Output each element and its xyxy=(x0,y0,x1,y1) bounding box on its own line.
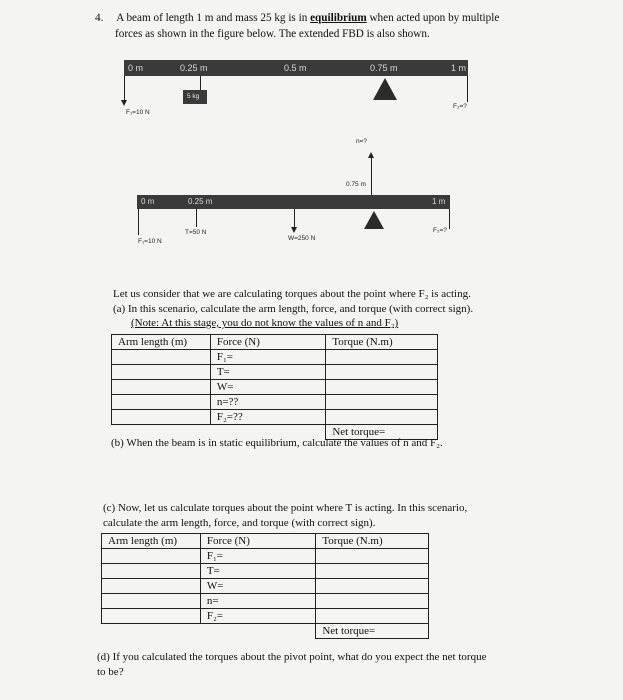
torque-table-a xyxy=(111,334,438,440)
intro-text-1: A beam of length 1 m and mass 25 kg is in xyxy=(116,12,308,24)
force-cell[interactable]: W= xyxy=(200,579,316,594)
beam1-tick-0: 0 m xyxy=(128,63,144,73)
f1-label: F₁=10 N xyxy=(126,109,150,116)
part-c-text xyxy=(103,501,613,530)
net-torque-cell[interactable]: Net torque= xyxy=(316,624,429,639)
beam1-tick-05: 0.5 m xyxy=(284,63,307,73)
table-a-header-torque: Torque (N.m) xyxy=(326,335,438,350)
force-cell[interactable]: F₁= xyxy=(210,350,326,365)
arm-cell[interactable] xyxy=(102,549,201,564)
beam2-tick-1: 1 m xyxy=(432,197,446,206)
table-row xyxy=(102,564,429,579)
torque-cell[interactable] xyxy=(316,549,429,564)
force-cell[interactable]: F₂= xyxy=(200,609,316,624)
arm-cell[interactable] xyxy=(102,579,201,594)
w-arrow-line xyxy=(294,209,295,229)
force-cell[interactable]: T= xyxy=(200,564,316,579)
arm-cell[interactable] xyxy=(102,609,201,624)
table-row xyxy=(112,365,438,380)
w-label: W=250 N xyxy=(288,235,316,242)
force-cell[interactable]: F₂=?? xyxy=(210,410,326,425)
table-row xyxy=(112,395,438,410)
beam2-tick-0: 0 m xyxy=(141,197,155,206)
f2-arrow-line xyxy=(467,76,468,102)
table-row xyxy=(102,549,429,564)
torque-cell[interactable] xyxy=(326,380,438,395)
part-d-line-1: (d) If you calculated the torques about the pivot point, what do you expect the net torque xyxy=(97,651,487,663)
f1-arrow-head xyxy=(121,100,127,106)
f2-label: F₂=? xyxy=(453,103,467,110)
f1-label-2: F₁=10 N xyxy=(138,238,162,245)
pivot-triangle xyxy=(373,78,397,100)
table-a-header xyxy=(112,335,438,350)
part-a-text xyxy=(113,287,613,331)
arm-cell[interactable] xyxy=(112,410,211,425)
n-arrow-head xyxy=(368,152,374,158)
torque-table-c xyxy=(101,533,429,639)
table-row xyxy=(102,609,429,624)
arm-cell[interactable] xyxy=(112,380,211,395)
w-arrow-head xyxy=(291,227,297,233)
part-c-line-2: calculate the arm length, force, and torque (with correct sign). xyxy=(103,516,376,529)
force-cell[interactable]: T= xyxy=(210,365,326,380)
beam1-tick-025: 0.25 m xyxy=(180,63,208,73)
table-c-net-row xyxy=(102,624,429,639)
force-cell[interactable]: n=?? xyxy=(210,395,326,410)
mass-label: 5 kg xyxy=(187,93,200,100)
torque-cell[interactable] xyxy=(316,579,429,594)
beam1-tick-075: 0.75 m xyxy=(370,63,398,73)
t-arrow-line xyxy=(196,209,197,227)
torque-cell[interactable] xyxy=(326,365,438,380)
arm-cell[interactable] xyxy=(112,365,211,380)
f1-arrow-line-2 xyxy=(138,209,139,235)
intro-text-2: forces as shown in the figure below. The extended FBD is also shown. xyxy=(115,28,430,40)
table-c-header-force: Force (N) xyxy=(200,534,316,549)
part-d-text xyxy=(97,650,612,679)
beam-2 xyxy=(137,195,450,209)
intro-equilibrium: equilibrium xyxy=(310,12,367,24)
table-c-header xyxy=(102,534,429,549)
arm-label: 0.75 m xyxy=(346,181,366,188)
table-a-header-arm: Arm length (m) xyxy=(112,335,211,350)
question-intro xyxy=(95,10,615,42)
table-row xyxy=(112,410,438,425)
intro-text-1-end: when acted upon by multiple xyxy=(369,12,500,24)
part-b-text: (b) When the beam is in static equilibrium, calculate the values of n and F₂. xyxy=(111,437,443,449)
f2-arrow-line-2 xyxy=(449,209,450,229)
question-number: 4. xyxy=(95,12,104,24)
arm-cell[interactable] xyxy=(102,564,201,579)
table-row xyxy=(112,350,438,365)
n-label: n=? xyxy=(356,138,368,145)
t-label: T=50 N xyxy=(185,229,207,236)
torque-cell[interactable] xyxy=(316,594,429,609)
beam2-tick-025: 0.25 m xyxy=(188,197,213,206)
table-row xyxy=(102,594,429,609)
table-row xyxy=(102,579,429,594)
table-a-header-force: Force (N) xyxy=(210,335,326,350)
torque-cell[interactable] xyxy=(326,410,438,425)
arm-cell[interactable] xyxy=(112,350,211,365)
torque-cell[interactable] xyxy=(316,609,429,624)
n-arrow-line xyxy=(371,156,372,196)
part-d-line-2: to be? xyxy=(97,665,124,678)
table-row xyxy=(112,380,438,395)
mass-string xyxy=(200,76,201,90)
f1-arrow-line xyxy=(124,76,125,102)
torque-cell[interactable] xyxy=(316,564,429,579)
part-a-line-2: (a) In this scenario, calculate the arm length, force, and torque (with correct sign). xyxy=(113,302,474,315)
part-a-note: (Note: At this stage, you do not know the values of n and F₂) xyxy=(131,317,399,329)
f2-label-2: F₂=? xyxy=(433,227,447,234)
part-c-line-1: (c) Now, let us calculate torques about the point where T is acting. In this scenario, xyxy=(103,502,468,514)
part-a-line-1: Let us consider that we are calculating torques about the point where F₂ is acting. xyxy=(113,288,471,300)
torque-cell[interactable] xyxy=(326,350,438,365)
beam1-tick-1: 1 m xyxy=(451,63,467,73)
table-c-header-arm: Arm length (m) xyxy=(102,534,201,549)
force-cell[interactable]: n= xyxy=(200,594,316,609)
pivot-triangle-2 xyxy=(364,211,384,229)
net-torque-cell[interactable]: Net torque= xyxy=(326,425,438,440)
torque-cell[interactable] xyxy=(326,395,438,410)
table-c-header-torque: Torque (N.m) xyxy=(316,534,429,549)
force-cell[interactable]: W= xyxy=(210,380,326,395)
arm-cell[interactable] xyxy=(102,594,201,609)
force-cell[interactable]: F₁= xyxy=(200,549,316,564)
arm-cell[interactable] xyxy=(112,395,211,410)
